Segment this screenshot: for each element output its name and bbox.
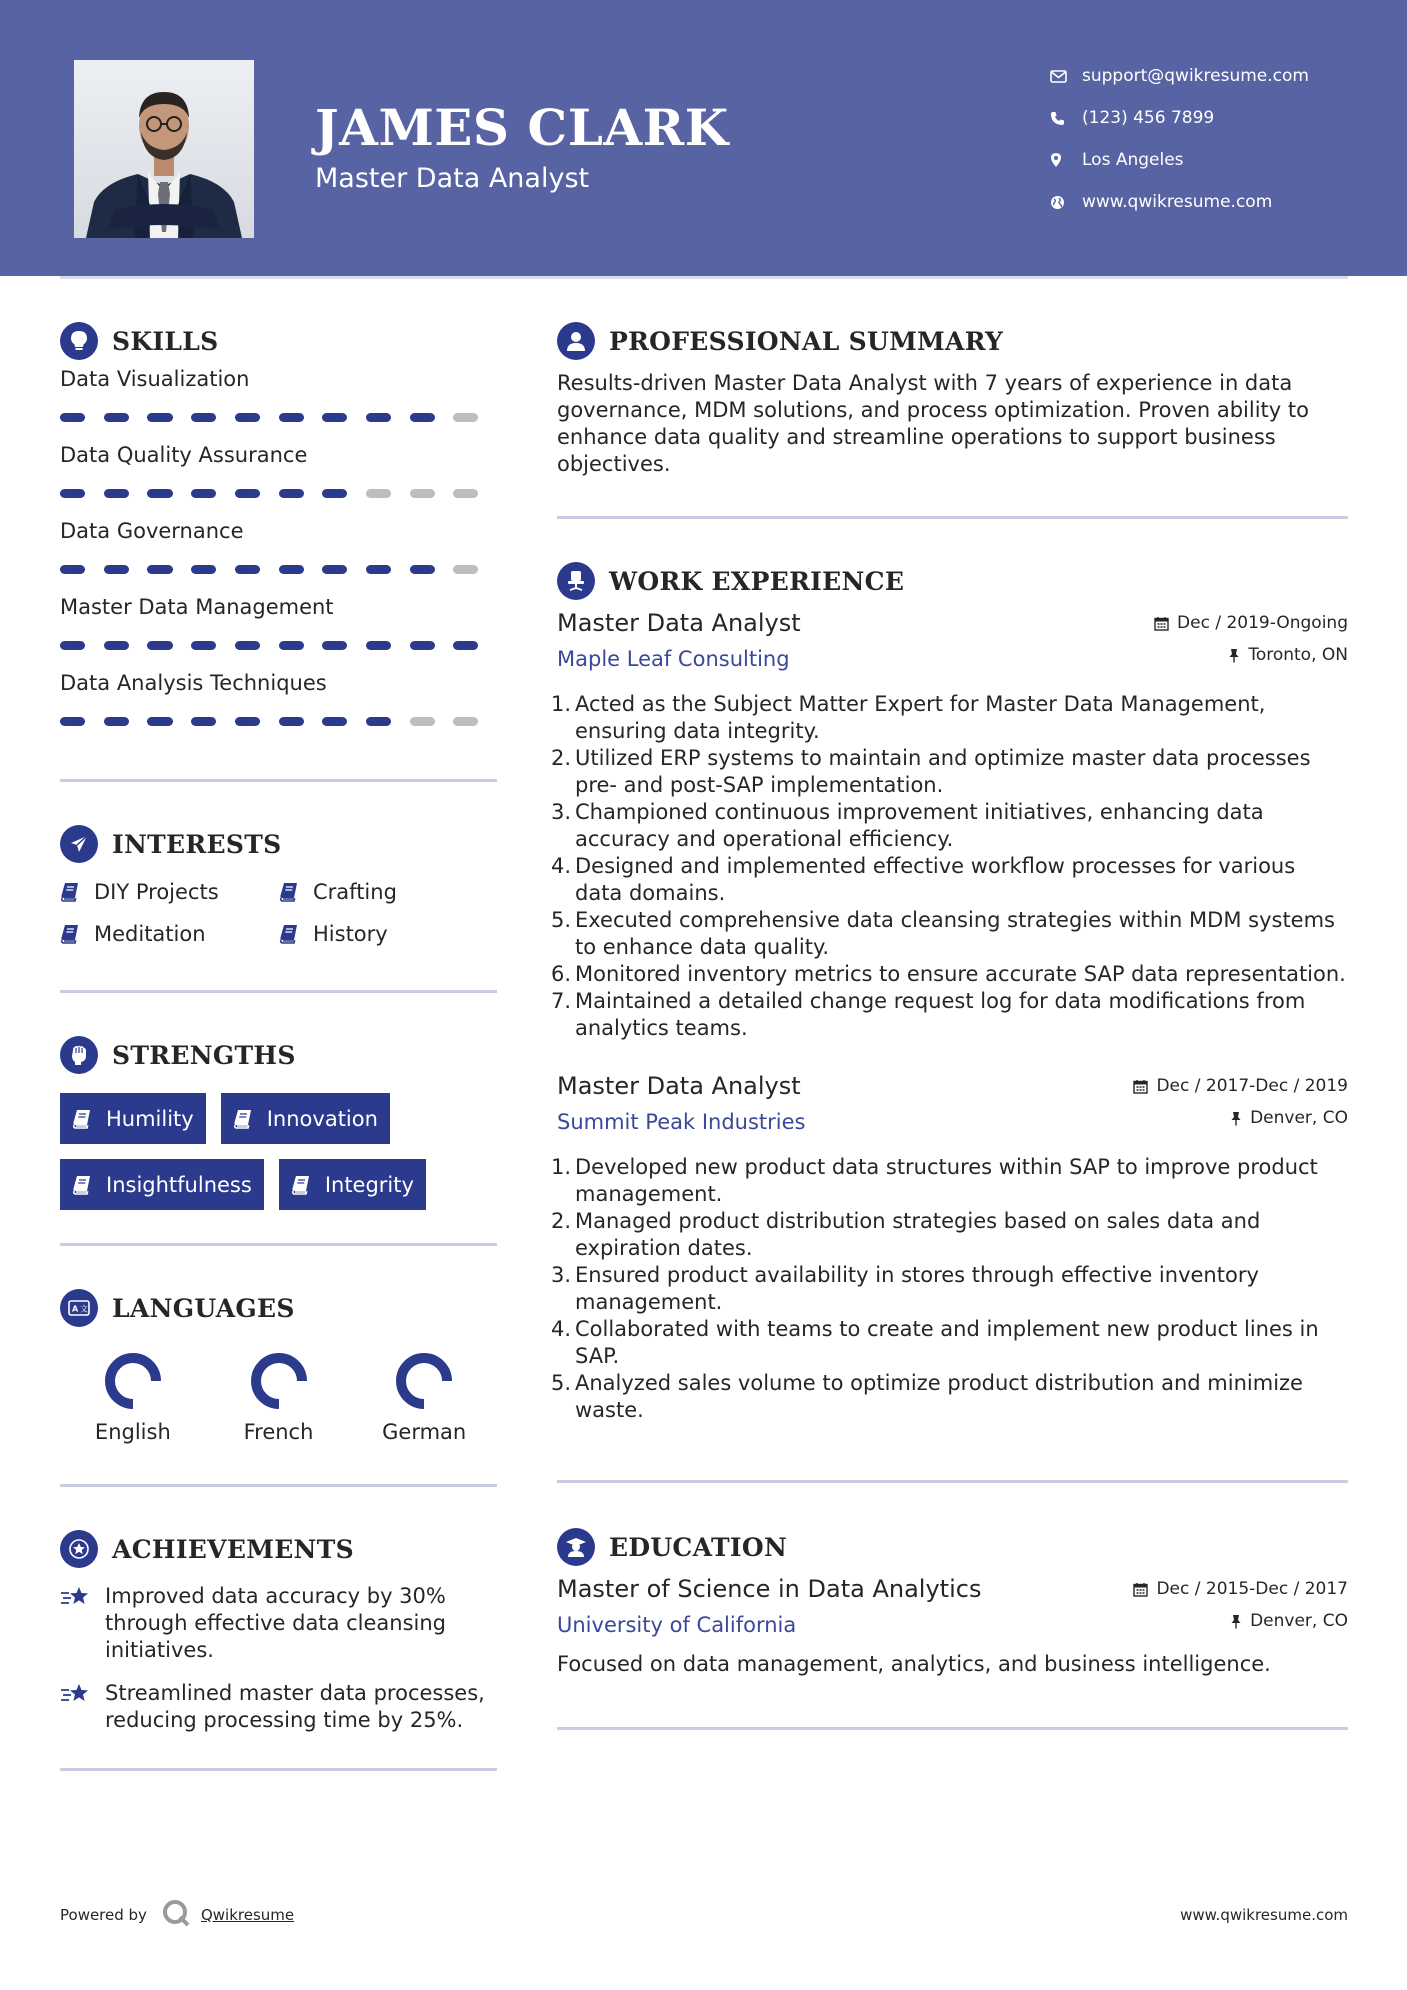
svg-text:文: 文: [80, 1304, 88, 1314]
skill-dot-filled: [104, 717, 129, 726]
skill-dot-filled: [279, 565, 304, 574]
skill-dot-filled: [322, 717, 347, 726]
skill-dot-filled: [60, 489, 85, 498]
interest-item: DIY Projects: [60, 880, 279, 904]
phone-icon: [1050, 108, 1082, 128]
calendar-icon: [1154, 616, 1169, 631]
interests-section: [60, 824, 497, 946]
responsibility-text: Designed and implemented effective workflow processes for various data domains.: [575, 854, 1296, 905]
education-section: [557, 1527, 1348, 1678]
skill-dot-filled: [366, 641, 391, 650]
responsibility-item: [551, 691, 1348, 745]
qwikresume-logo-icon: [161, 1898, 191, 1932]
responsibility-item: [551, 988, 1348, 1042]
book-icon: [291, 1175, 325, 1195]
shooting-star-icon: [60, 1583, 105, 1664]
office-chair-icon: [557, 562, 595, 600]
responsibility-item: [551, 1262, 1348, 1316]
job-header: [557, 609, 1348, 683]
section-divider: [557, 516, 1348, 519]
interest-item: Meditation: [60, 922, 279, 946]
skill-name: Data Governance: [60, 519, 244, 543]
star-badge-icon: [60, 1530, 98, 1568]
skill-dot-filled: [147, 717, 172, 726]
strengths-section: [60, 1035, 497, 1210]
strength-tag: Insightfulness: [60, 1159, 264, 1210]
skill-dot-filled: [60, 641, 85, 650]
section-title: STRENGTHS: [60, 1035, 497, 1075]
job-date: Dec / 2017-Dec / 2019: [1133, 1076, 1348, 1096]
responsibility-text: Acted as the Subject Matter Expert for Master Data Management, ensuring data integrity.: [575, 692, 1266, 743]
footer-branding: [60, 1898, 294, 1932]
skill-dot-filled: [366, 717, 391, 726]
book-icon: [279, 882, 313, 902]
list-number: 1.: [551, 1155, 572, 1179]
contact-phone[interactable]: (123) 456 7899: [1050, 97, 1380, 139]
skill-dot-filled: [191, 489, 216, 498]
skill-dot-empty: [453, 489, 478, 498]
skill-dot-filled: [147, 413, 172, 422]
responsibility-item: [551, 853, 1348, 907]
list-number: 3.: [551, 800, 572, 824]
section-divider: [60, 1484, 497, 1487]
skill-level-bar: [60, 469, 497, 517]
list-number: 7.: [551, 989, 572, 1013]
interest-item: Crafting: [279, 880, 498, 904]
responsibility-item: [551, 907, 1348, 961]
book-icon: [60, 882, 94, 902]
svg-text:A: A: [72, 1304, 79, 1314]
skill-dot-filled: [410, 413, 435, 422]
list-number: 5.: [551, 908, 572, 932]
skill-dot-filled: [322, 641, 347, 650]
section-divider: [60, 1768, 497, 1771]
responsibility-list: [551, 1154, 1348, 1424]
skill-dot-filled: [104, 565, 129, 574]
contact-email[interactable]: support@qwikresume.com: [1050, 55, 1380, 97]
skill-dot-filled: [235, 565, 260, 574]
skill-dot-filled: [104, 489, 129, 498]
interests-list: [60, 880, 497, 946]
job-company: Maple Leaf Consulting: [557, 647, 790, 671]
responsibility-text: Developed new product data structures within SAP to improve product management.: [575, 1155, 1318, 1206]
section-title: WORK EXPERIENCE: [557, 561, 1348, 601]
summary-text: Results-driven Master Data Analyst with 7 years of experience in data governance, MDM solutions, and process optimization. Proven ability to enhance data quality and streamline operations to support business objectives.: [557, 371, 1309, 476]
language-item: German: [351, 1350, 497, 1444]
list-number: 2.: [551, 1209, 572, 1233]
skill-dot-filled: [60, 565, 85, 574]
languages-list: [60, 1350, 497, 1444]
language-item: French: [206, 1350, 352, 1444]
list-number: 4.: [551, 854, 572, 878]
skill-dot-filled: [191, 413, 216, 422]
user-icon: [557, 322, 595, 360]
strength-tag: Humility: [60, 1093, 206, 1144]
job-entry: [551, 609, 1348, 1042]
skill-level-bar: [60, 697, 497, 745]
section-title: PROFESSIONAL SUMMARY: [557, 321, 1348, 361]
degree-title: Master of Science in Data Analytics: [557, 1575, 982, 1603]
skill-dot-filled: [147, 489, 172, 498]
section-divider: [557, 1727, 1348, 1730]
skill-dot-filled: [366, 413, 391, 422]
lightbulb-icon: [60, 322, 98, 360]
skill-dot-filled: [322, 489, 347, 498]
summary-section: [557, 321, 1348, 478]
job-location: Denver, CO: [1230, 1108, 1348, 1128]
skill-dot-filled: [104, 641, 129, 650]
job-entry: [551, 1072, 1348, 1424]
skill-name: Data Analysis Techniques: [60, 671, 327, 695]
section-divider: [557, 1480, 1348, 1483]
skill-dot-empty: [453, 413, 478, 422]
responsibility-text: Utilized ERP systems to maintain and optimize master data processes pre- and post-SAP implementation.: [575, 746, 1311, 797]
skill-dot-filled: [366, 565, 391, 574]
responsibility-item: [551, 1208, 1348, 1262]
section-divider: [60, 1243, 497, 1246]
languages-section: [60, 1288, 497, 1444]
job-title: Master Data Analyst: [557, 609, 801, 637]
job-date: Dec / 2019-Ongoing: [1154, 613, 1348, 633]
skill-item: [60, 441, 497, 517]
skill-dot-filled: [191, 717, 216, 726]
skill-dot-empty: [453, 565, 478, 574]
qwikresume-link[interactable]: Qwikresume: [200, 1906, 295, 1924]
responsibility-text: Collaborated with teams to create and implement new product lines in SAP.: [575, 1317, 1319, 1368]
list-number: 2.: [551, 746, 572, 770]
education-date: Dec / 2015-Dec / 2017: [1133, 1579, 1348, 1599]
header-divider: [60, 276, 1348, 279]
responsibility-item: [551, 1370, 1348, 1424]
skill-dot-filled: [410, 565, 435, 574]
book-icon: [72, 1109, 106, 1129]
skill-dot-filled: [279, 489, 304, 498]
skills-list: [60, 365, 497, 745]
skill-dot-empty: [410, 489, 435, 498]
calendar-icon: [1133, 1582, 1148, 1597]
responsibility-item: [551, 1154, 1348, 1208]
responsibility-text: Analyzed sales volume to optimize product distribution and minimize waste.: [575, 1371, 1303, 1422]
skill-dot-filled: [279, 641, 304, 650]
paper-plane-icon: [60, 825, 98, 863]
section-title: A 文 LANGUAGES: [60, 1288, 497, 1328]
book-icon: [60, 924, 94, 944]
skill-level-bar: [60, 393, 497, 441]
skill-name: Data Quality Assurance: [60, 443, 308, 467]
skill-dot-filled: [60, 717, 85, 726]
skill-item: [60, 365, 497, 441]
skill-name: Master Data Management: [60, 595, 334, 619]
translate-icon: [60, 1289, 98, 1327]
fist-icon: [60, 1036, 98, 1074]
list-number: 6.: [551, 962, 572, 986]
skill-item: [60, 517, 497, 593]
list-number: 5.: [551, 1371, 572, 1395]
section-divider: [60, 990, 497, 993]
responsibility-item: [551, 1316, 1348, 1370]
education-header: [557, 1575, 1348, 1649]
powered-by-label: Powered by: [60, 1906, 147, 1924]
education-entry: [557, 1575, 1348, 1678]
pushpin-icon: [1230, 1614, 1242, 1629]
language-level-ring: [102, 1350, 164, 1412]
skill-dot-filled: [322, 413, 347, 422]
skill-dot-filled: [322, 565, 347, 574]
skill-dot-filled: [191, 565, 216, 574]
contact-list: [1050, 55, 1380, 223]
skill-level-bar: [60, 621, 497, 669]
list-number: 3.: [551, 1263, 572, 1287]
job-title: Master Data Analyst: [557, 1072, 801, 1100]
skill-dot-empty: [410, 717, 435, 726]
skill-dot-filled: [235, 641, 260, 650]
achievements-list: [60, 1583, 497, 1734]
skill-dot-filled: [279, 413, 304, 422]
responsibility-item: [551, 745, 1348, 799]
graduate-icon: [557, 1528, 595, 1566]
list-number: 1.: [551, 692, 572, 716]
list-number: 4.: [551, 1317, 572, 1341]
skill-dot-filled: [147, 565, 172, 574]
job-location: Toronto, ON: [1228, 645, 1348, 665]
candidate-name: JAMES CLARK: [315, 98, 729, 157]
skill-dot-filled: [235, 489, 260, 498]
footer-website-link[interactable]: www.qwikresume.com: [1180, 1906, 1348, 1924]
skill-dot-filled: [410, 641, 435, 650]
responsibility-text: Monitored inventory metrics to ensure accurate SAP data representation.: [575, 962, 1346, 986]
section-divider: [60, 779, 497, 782]
skill-dot-filled: [279, 717, 304, 726]
responsibility-text: Managed product distribution strategies based on sales data and expiration dates.: [575, 1209, 1261, 1260]
skill-dot-filled: [191, 641, 216, 650]
profile-photo: [74, 60, 254, 238]
strengths-list: [60, 1093, 500, 1210]
skill-item: [60, 669, 497, 745]
globe-icon: [1050, 192, 1082, 212]
skills-section: [60, 321, 497, 745]
responsibility-item: [551, 961, 1348, 988]
book-icon: [72, 1175, 106, 1195]
skill-dot-filled: [453, 641, 478, 650]
candidate-role: Master Data Analyst: [315, 163, 590, 194]
achievement-item: Improved data accuracy by 30% through effective data cleansing initiatives.: [60, 1583, 497, 1664]
envelope-icon: [1050, 66, 1082, 86]
language-item: English: [60, 1350, 206, 1444]
interest-item: History: [279, 922, 498, 946]
experience-section: [551, 561, 1348, 1424]
skill-dot-filled: [104, 413, 129, 422]
strength-tag: Integrity: [279, 1159, 426, 1210]
school-name: University of California: [557, 1613, 797, 1637]
shooting-star-icon: [60, 1680, 105, 1734]
responsibility-text: Championed continuous improvement initiatives, enhancing data accuracy and operational efficiency.: [575, 800, 1264, 851]
skill-dot-filled: [235, 717, 260, 726]
skill-level-bar: [60, 545, 497, 593]
responsibility-text: Maintained a detailed change request log for data modifications from analytics teams.: [575, 989, 1306, 1040]
book-icon: [279, 924, 313, 944]
education-description: Focused on data management, analytics, and business intelligence.: [557, 1652, 1271, 1676]
section-title: ACHIEVEMENTS: [60, 1529, 497, 1569]
section-title: SKILLS: [60, 321, 497, 361]
skill-item: [60, 593, 497, 669]
responsibility-text: Ensured product availability in stores through effective inventory management.: [575, 1263, 1259, 1314]
section-title: EDUCATION: [557, 1527, 1348, 1567]
responsibility-list: [551, 691, 1348, 1042]
skill-name: Data Visualization: [60, 367, 250, 391]
language-level-ring: [248, 1350, 310, 1412]
responsibility-item: [551, 799, 1348, 853]
book-icon: [233, 1109, 267, 1129]
skill-dot-filled: [60, 413, 85, 422]
map-pin-icon: [1050, 150, 1082, 170]
language-level-ring: [393, 1350, 455, 1412]
skill-dot-empty: [366, 489, 391, 498]
contact-website[interactable]: www.qwikresume.com: [1050, 181, 1380, 223]
skill-dot-filled: [235, 413, 260, 422]
section-title: INTERESTS: [60, 824, 497, 864]
contact-location: Los Angeles: [1050, 139, 1380, 181]
education-location: Denver, CO: [1230, 1611, 1348, 1631]
pushpin-icon: [1230, 1111, 1242, 1126]
achievement-item: Streamlined master data processes, reducing processing time by 25%.: [60, 1680, 497, 1734]
responsibility-text: Executed comprehensive data cleansing strategies within MDM systems to enhance data quality.: [575, 908, 1335, 959]
skill-dot-empty: [453, 717, 478, 726]
job-company: Summit Peak Industries: [557, 1110, 806, 1134]
calendar-icon: [1133, 1079, 1148, 1094]
strength-tag: Innovation: [221, 1093, 390, 1144]
job-header: [557, 1072, 1348, 1146]
skill-dot-filled: [147, 641, 172, 650]
resume-header: [0, 0, 1407, 276]
pushpin-icon: [1228, 648, 1240, 663]
achievements-section: [60, 1529, 497, 1734]
